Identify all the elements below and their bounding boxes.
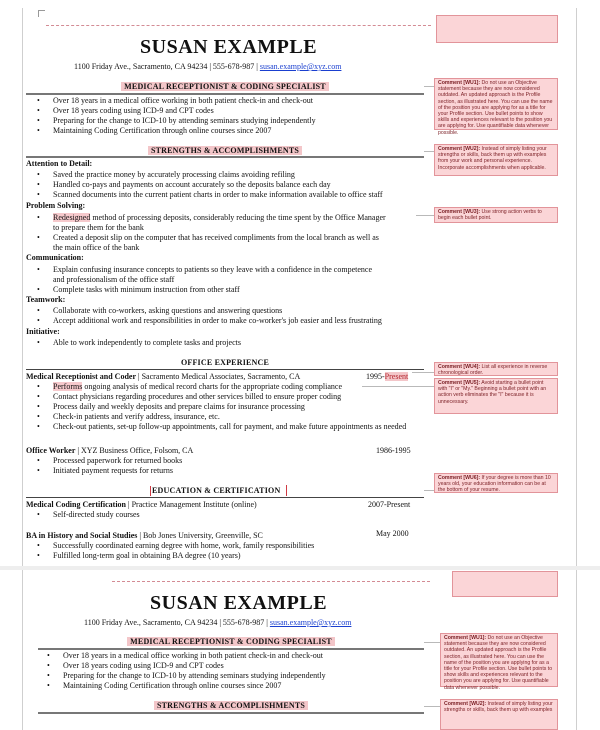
page2-edge-left (22, 570, 23, 730)
attention-list (37, 170, 437, 200)
comment-wu3-text: Use strong action verbs to begin each bullet point. (438, 209, 542, 222)
edu1-org: | Practice Management Institute (online) (125, 500, 257, 509)
job2-list (37, 456, 437, 476)
page2-comment-wu2-text: Instead of simply listing your strengths or skills, back them up with examples (444, 701, 553, 714)
job2-title: Office Worker (26, 446, 76, 455)
job1-title: Medical Receptionist and Coder (26, 372, 136, 381)
page2-summary-item: • Preparing for the change to ICD-10 by attending seminars studying independently (47, 671, 427, 681)
comment-wu5 (434, 378, 558, 414)
resume-name: SUSAN EXAMPLE (140, 36, 318, 58)
summary-item: • Over 18 years in a medical office working in both patient check-in and check-out (37, 96, 427, 106)
problem-list (37, 213, 437, 253)
comment-wu6-label: Comment [WU6]: (438, 475, 481, 481)
contact-details: 1100 Friday Ave., Sacramento, CA 94234 | 555-678-987 | (74, 62, 260, 71)
contact-line (74, 62, 341, 71)
comment-wu6-text: If your degree is more than 10 years old, your education information can be at the bottom of your resume. (438, 475, 551, 494)
comment-connector-5 (362, 386, 434, 387)
page2-comment-connector-2 (424, 706, 440, 707)
strengths-rule (26, 156, 424, 158)
headline-text: MEDICAL RECEPTIONIST & CODING SPECIALIST (121, 82, 329, 91)
teamwork-item: • Collaborate with co-workers, asking questions and answering questions (37, 306, 437, 316)
job1-item (37, 382, 437, 392)
page2-comment-wu1-text: Do not use an Objective statement because they are now considered outdated. An updated approach is the Profile section, as illustrated here. You can use the name of the position you are applying for as a title for your Profile section. Use bullet points to show skills and experiences relevant to the position you are applying for. Use quantifiable data whenever possible. (444, 635, 553, 691)
job1-org: | Sacramento Medical Associates, Sacramento, CA (136, 372, 301, 381)
page2-headline-title (38, 637, 424, 646)
comment-connector-4 (412, 372, 434, 373)
strengths-title (26, 146, 424, 155)
communication-list (37, 265, 437, 295)
education-title (152, 486, 286, 495)
initiative-heading: Initiative: (26, 327, 60, 336)
page2-summary-item: • Over 18 years coding using ICD-9 and CPT codes (47, 661, 427, 671)
page-gap (0, 566, 600, 570)
problem-heading: Problem Solving: (26, 201, 86, 210)
comment-wu6 (434, 473, 558, 493)
page2-edge-right (576, 570, 577, 730)
page2-summary-list (47, 651, 427, 691)
comment-wu4-label: Comment [WU4]: (438, 364, 481, 370)
job1-item: • Contact physicians regarding procedures and other services billed to ensure proper coding (37, 392, 437, 402)
edu2-title: BA in History and Social Studies (26, 531, 138, 540)
comment-connector-3 (416, 215, 434, 216)
edu2-date: May 2000 (376, 529, 409, 538)
education-text: EDUCATION & CERTIFICATION (152, 486, 281, 495)
page2-summary-item: • Maintaining Coding Certification through online courses since 2007 (47, 681, 427, 691)
edu2-item: • Fulfilled long-term goal in obtaining BA degree (10 years) (37, 551, 437, 561)
email-link[interactable]: susan.example@xyz.com (259, 62, 342, 71)
page-edge-right (576, 8, 577, 578)
edu1-date: 2007-Present (368, 500, 411, 509)
edu2-heading (26, 531, 263, 540)
edu1-title: Medical Coding Certification (26, 500, 126, 509)
education-rule (26, 497, 424, 498)
page2-summary-item: • Over 18 years in a medical office working in both patient check-in and check-out (47, 651, 427, 661)
headline-rule (26, 93, 424, 95)
job2-heading (26, 446, 193, 455)
communication-item: • Explain confusing insurance concepts to patients so they leave with a confidence in the competence (37, 265, 437, 275)
page2-contact-line (84, 618, 351, 627)
experience-title (26, 358, 424, 367)
strengths-text: STRENGTHS & ACCOMPLISHMENTS (148, 146, 302, 155)
teamwork-list (37, 306, 437, 326)
attention-heading: Attention to Detail: (26, 159, 93, 168)
header-comment-balloon (436, 15, 558, 43)
communication-item: • Complete tasks with minimum instruction from other staff (37, 285, 437, 295)
problem-text: method of processing deposits, considerably reducing the time spent by the Office Manager (90, 213, 386, 222)
job2-org: | XYZ Business Office, Folsom, CA (75, 446, 194, 455)
page2-comment-wu1-label: Comment [WU1]: (444, 635, 487, 641)
job1-date (366, 372, 408, 381)
edu2-item: • Successfully coordinated earning degree with home, work, family responsibilities (37, 541, 437, 551)
job1-item: • Process daily and weekly deposits and prepare claims for insurance processing (37, 402, 437, 412)
comment-connector-2 (424, 151, 434, 152)
comment-wu1-text: Do not use an Objective statement because they are now considered outdated. An updated approach is the Profile section, as illustrated here. You can use the name of the position you are applying for as a title for your Profile section. Use bullet points to show skills and experiences relevant to the position you are applying for. Use quantifiable data whenever possible. (438, 80, 553, 136)
education-cursor-right (286, 485, 287, 496)
teamwork-heading: Teamwork: (26, 295, 66, 304)
problem-item-cont: the main office of the bank (53, 243, 140, 252)
comment-wu2 (434, 144, 558, 176)
job2-date: 1986-1995 (376, 446, 411, 455)
edu1-heading (26, 500, 257, 509)
action-verb: Redesigned (53, 213, 91, 222)
comment-connector-1 (424, 86, 434, 87)
job1-date-present: Present (384, 372, 409, 381)
job1-date-start: 1995- (366, 372, 385, 381)
edu2-org: | Bob Jones University, Greenville, SC (137, 531, 263, 540)
communication-heading: Communication: (26, 253, 84, 262)
summary-item: • Maintaining Coding Certification through online courses since 2007 (37, 126, 427, 136)
attention-item: • Saved the practice money by accurately processing claims avoiding refiling (37, 170, 437, 180)
comment-wu2-text: Instead of simply listing your strengths or skills, back them up with examples from your work and personal experience. Incorporate accomplishments when applicable. (438, 146, 547, 171)
initiative-item: • Able to work independently to complete tasks and projects (37, 338, 437, 348)
page2-headline-rule (38, 648, 424, 650)
problem-item-cont: to prepare them for the bank (53, 223, 144, 232)
page2-strengths-title (38, 701, 424, 710)
page2-strengths-rule (38, 712, 424, 714)
attention-item: • Handled co-pays and payments on account accurately so the deposits balance each day (37, 180, 437, 190)
page2-comment-wu1 (440, 633, 558, 691)
summary-item: • Preparing for the change to ICD-10 by attending seminars studying independently (37, 116, 427, 126)
education-cursor-left (150, 486, 151, 496)
page2-comment-wu2-label: Comment [WU2]: (444, 701, 487, 707)
page2-header-dashed-line (112, 581, 430, 582)
page2-header-comment-balloon (452, 571, 558, 597)
job1-heading (26, 372, 300, 381)
page2-comment-wu2 (440, 699, 558, 730)
job2-item: • Initiated payment requests for returns (37, 466, 437, 476)
header-dashed-line (46, 25, 431, 26)
page2-email-link[interactable]: susan.example@xyz.com (269, 618, 352, 627)
page2-headline-text: MEDICAL RECEPTIONIST & CODING SPECIALIST (127, 637, 335, 646)
page2-resume-name: SUSAN EXAMPLE (150, 592, 328, 614)
edu1-item: • Self-directed study courses (37, 510, 437, 520)
problem-item: • Created a deposit slip on the computer that has received compliments from the local branch as well as (37, 233, 437, 243)
comment-connector-6 (424, 490, 434, 491)
page2-contact-details: 1100 Friday Ave., Sacramento, CA 94234 | 555-678-987 | (84, 618, 270, 627)
comment-wu5-label: Comment [WU5]: (438, 380, 481, 386)
summary-item: • Over 18 years coding using ICD-9 and CPT codes (37, 106, 427, 116)
comment-wu2-label: Comment [WU2]: (438, 146, 481, 152)
problem-item (37, 213, 437, 223)
initiative-list (37, 338, 437, 348)
summary-list (37, 96, 427, 136)
experience-text: OFFICE EXPERIENCE (180, 358, 270, 367)
comment-wu1-label: Comment [WU1]: (438, 80, 481, 86)
edu1-list (37, 510, 437, 520)
job2-item: • Processed paperwork for returned books (37, 456, 437, 466)
page2-comment-connector-1 (424, 642, 440, 643)
job1-item-text: ongoing analysis of medical record charts for the appropriate coding compliance (82, 382, 343, 391)
job1-list (37, 382, 437, 432)
page-edge-left (22, 8, 23, 578)
job1-item: • Check-in patients and verify address, insurance, etc. (37, 412, 437, 422)
action-verb: Performs (53, 382, 83, 391)
job1-item: • Check-out patients, set-up follow-up appointments, call for payment, and make future appointments as needed (37, 422, 437, 432)
headline-title (26, 82, 424, 91)
comment-wu4-text: List all experience in reverse chronological order. (438, 364, 548, 377)
attention-item: • Scanned documents into the current patient charts in order to make information available to office staff (37, 190, 437, 200)
page2-strengths-text: STRENGTHS & ACCOMPLISHMENTS (154, 701, 308, 710)
comment-wu1 (434, 78, 558, 136)
comment-wu3-label: Comment [WU3]: (438, 209, 481, 215)
communication-item-cont: and professionalism of the office staff (53, 275, 175, 284)
teamwork-item: • Accept additional work and responsibilities in order to make co-worker's job easier and less frustrating (37, 316, 437, 326)
edu2-list (37, 541, 437, 561)
comment-wu5-text: Avoid starting a bullet point with "I" or "My." Beginning a bullet point with an action verb eliminates the "I" because it is unnecessary. (438, 380, 547, 405)
corner-mark (38, 10, 45, 17)
experience-rule (26, 369, 424, 370)
comment-wu3 (434, 207, 558, 223)
comment-wu4 (434, 362, 558, 376)
